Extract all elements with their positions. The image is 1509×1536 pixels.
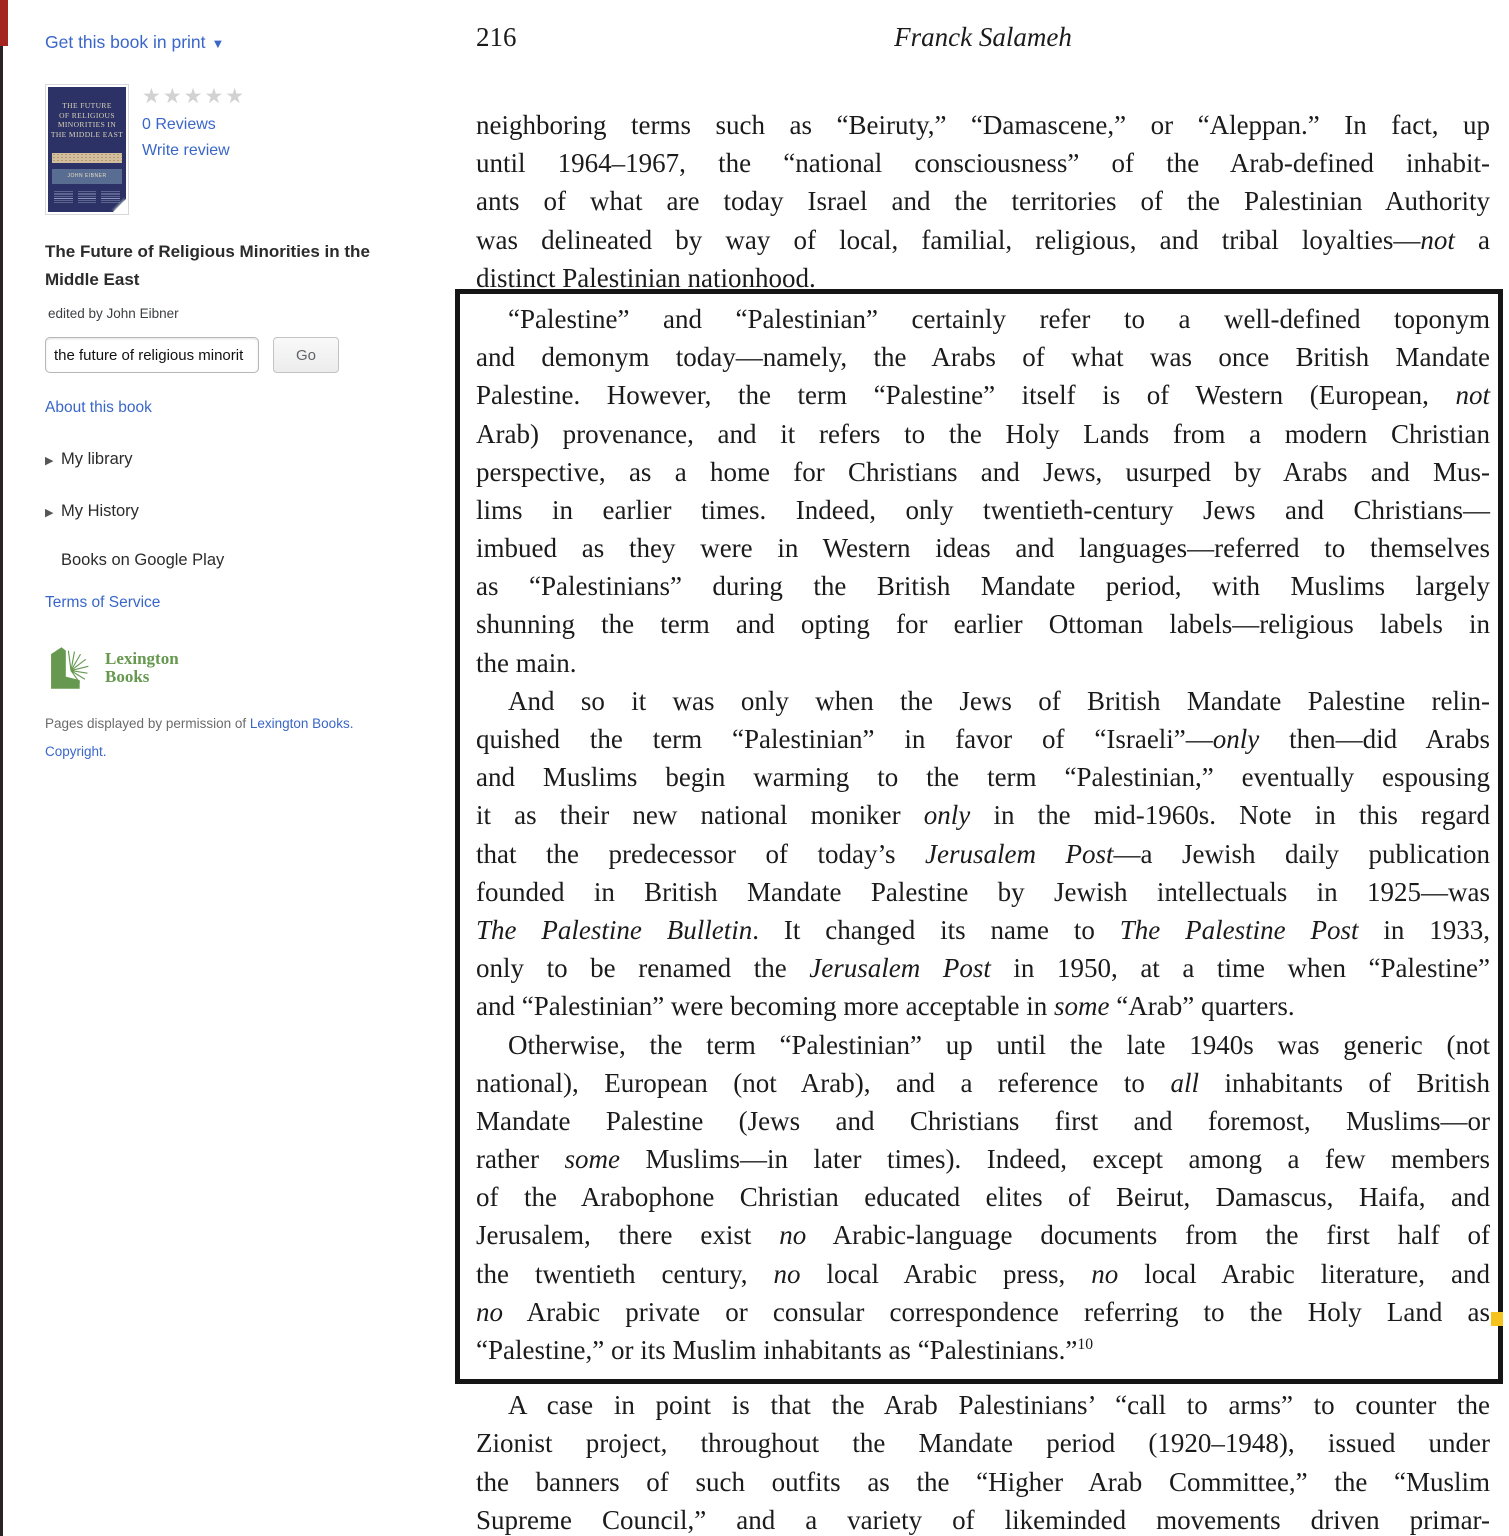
- text-line: only to be renamed the Jerusalem Post in 1950, at a time when “Palestine”: [476, 953, 1491, 984]
- text-line: distinct Palestinian nationhood.: [476, 262, 816, 293]
- lexington-books-link[interactable]: Lexington Books.: [249, 716, 354, 731]
- text-line: A case in point is that the Arab Palestinians’ “call to arms” to counter the: [508, 1390, 1490, 1421]
- text-line: was delineated by way of local, familial, religious, and tribal loyalties—not a: [476, 224, 1490, 255]
- text-line: the main.: [476, 647, 577, 678]
- book-cover-thumbnail[interactable]: [45, 84, 129, 215]
- page-number: 216: [476, 22, 517, 52]
- book-editor: edited by John Eibner: [48, 306, 179, 321]
- text-line: founded in British Mandate Palestine by Jewish intellectuals in 1925—was: [476, 876, 1490, 907]
- go-button[interactable]: Go: [273, 337, 339, 373]
- text-line: ants of what are today Israel and the territories of the Palestinian Authority: [476, 186, 1490, 217]
- text-line: “Palestine,” or its Muslim inhabitants as “Palestinians.”$^{10}$: [476, 1335, 1094, 1365]
- text-line: it as their new national moniker only in the mid-1960s. Note in this regard: [476, 800, 1491, 831]
- text-line: quished the term “Palestinian” in favor of “Israeli”—only then—did Arabs: [476, 724, 1490, 754]
- expand-arrow-icon: ▶: [45, 507, 54, 519]
- text-line: neighboring terms such as “Beiruty,” “Damascene,” or “Aleppan.” In fact, up: [476, 110, 1490, 140]
- running-head: Franck Salameh: [894, 22, 1072, 52]
- terms-of-service-link[interactable]: Terms of Service: [45, 594, 161, 611]
- page-body: [476, 106, 1490, 1536]
- text-line: national), European (not Arab), and a reference to all inhabitants of British: [476, 1067, 1491, 1098]
- text-line: Mandate Palestine (Jews and Christians first and foremost, Muslims—or: [476, 1105, 1490, 1136]
- text-line: and demonym today—namely, the Arabs of what was once British Mandate: [476, 342, 1490, 373]
- text-line: Zionist project, throughout the Mandate period (1920–1948), issued under: [476, 1428, 1490, 1459]
- text-line: shunning the term and opting for earlier Ottoman labels—religious labels in: [476, 609, 1490, 640]
- publisher-name: Lexington Books: [105, 649, 179, 686]
- star-rating-icons: ★★★★★: [142, 85, 247, 108]
- text-block: [476, 1386, 1490, 1536]
- expand-arrow-icon: ▶: [45, 455, 54, 467]
- rating-block: [142, 84, 246, 215]
- book-title: The Future of Religious Minorities in the Middle East: [45, 242, 370, 289]
- sidebar-item-my-library[interactable]: ▶ My library: [45, 450, 133, 468]
- dropdown-arrow-icon: ▼: [211, 36, 225, 51]
- left-edge-red-accent: [0, 0, 8, 46]
- search-in-book-row: [45, 337, 445, 373]
- text-line: that the predecessor of today’s Jerusalem Post—a Jewish daily publication: [476, 838, 1491, 869]
- cover-contributors-columns: [54, 190, 120, 204]
- text-line: imbued as they were in Western ideas and languages—referred to themselves: [476, 533, 1490, 564]
- sidebar-item-books-on-google-play[interactable]: Books on Google Play: [61, 551, 225, 569]
- text-block: [476, 106, 1490, 297]
- highlighted-passage-box: [455, 289, 1503, 1384]
- about-this-book-link[interactable]: About this book: [45, 399, 152, 416]
- text-line: until 1964–1967, the “national consciousness” of the Arab-defined inhabit-: [476, 148, 1490, 179]
- get-book-in-print-link[interactable]: Get this book in print ▼: [45, 32, 225, 52]
- left-edge-line: [0, 0, 3, 1536]
- text-line: perspective, as a home for Christians and Jews, usurped by Arabs and Mus-: [476, 456, 1490, 487]
- write-review-link[interactable]: Write review: [142, 142, 230, 159]
- text-line: as “Palestinians” during the British Mandate period, with Muslims largely: [476, 571, 1490, 602]
- text-line: Jerusalem, there exist no Arabic-language documents from the first half of: [476, 1220, 1490, 1251]
- cover-title-text: THE FUTURE OF RELIGIOUS MINORITIES IN THE MIDDLE EAST: [50, 101, 124, 139]
- text-line: Supreme Council,” and a variety of likeminded movements driven primar-: [476, 1504, 1490, 1535]
- text-line: Palestine. However, the term “Palestine” itself is of Western (European, not: [476, 380, 1490, 411]
- text-line: of the Arabophone Christian educated elites of Beirut, Damascus, Haifa, and: [476, 1182, 1490, 1213]
- publisher-block: [45, 642, 445, 694]
- book-page: [476, 0, 1490, 1536]
- text-line: and “Palestinian” were becoming more acceptable in some “Arab” quarters.: [476, 991, 1295, 1022]
- text-line: rather some Muslims—in later times). Indeed, except among a few members: [476, 1144, 1490, 1175]
- text-line: Otherwise, the term “Palestinian” up until the late 1940s was generic (not: [508, 1029, 1490, 1060]
- text-line: the banners of such outfits as the “Higher Arab Committee,” the “Muslim: [476, 1466, 1490, 1497]
- cover-decorative-band: [52, 153, 122, 163]
- copyright-link[interactable]: Copyright.: [45, 744, 107, 759]
- book-summary-row: [45, 84, 445, 215]
- text-line: “Palestine” and “Palestinian” certainly refer to a well-defined toponym: [508, 303, 1490, 334]
- text-line: the twentieth century, no local Arabic press, no local Arabic literature, and: [476, 1258, 1490, 1289]
- sidebar-item-my-history[interactable]: ▶ My History: [45, 502, 139, 520]
- text-line: Arab) provenance, and it refers to the Holy Lands from a modern Christian: [476, 418, 1490, 449]
- text-line: The Palestine Bulletin. It changed its name to The Palestine Post in 1933,: [476, 914, 1490, 945]
- highlight-marker: [1491, 1312, 1503, 1326]
- cover-editor-text: JOHN EIBNER: [52, 169, 122, 184]
- text-line: lims in earlier times. Indeed, only twentieth-century Jews and Christians—: [476, 494, 1490, 525]
- lexington-books-logo-icon: [45, 642, 97, 694]
- reviews-link[interactable]: 0 Reviews: [142, 116, 216, 133]
- permission-note: Pages displayed by permission of Lexington Books. Copyright.: [45, 716, 354, 759]
- sidebar: [45, 0, 445, 766]
- text-line: and Muslims begin warming to the term “Palestinian,” eventually espousing: [476, 762, 1490, 793]
- page-header: [476, 0, 1490, 62]
- text-line: And so it was only when the Jews of British Mandate Palestine relin-: [508, 685, 1490, 716]
- search-input[interactable]: [45, 337, 259, 373]
- text-line: no Arabic private or consular correspondence referring to the Holy Land as: [476, 1296, 1490, 1327]
- page-curl-decoration: [113, 199, 126, 212]
